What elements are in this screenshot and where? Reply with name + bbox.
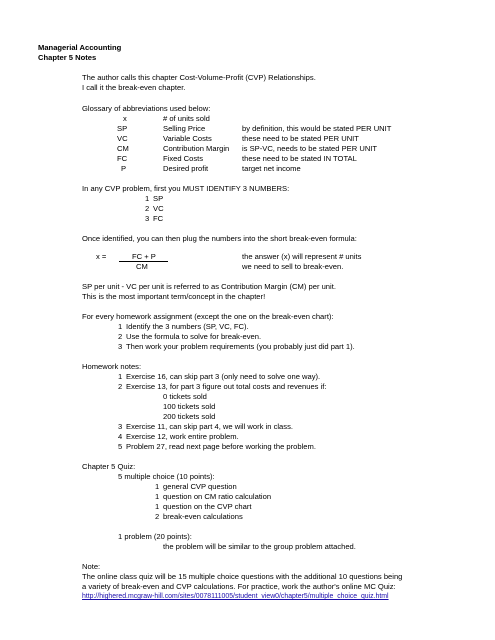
identify-item: SP (153, 194, 164, 203)
course-title: Managerial Accounting (38, 43, 122, 52)
homework-note-num: 5 (118, 442, 123, 451)
glossary-abbr: CM (117, 144, 129, 153)
homework-note: Exercise 12, work entire problem. (126, 432, 239, 441)
quiz-item: general CVP question (163, 482, 237, 491)
quiz-item-count: 1 (155, 492, 160, 501)
cm-note-line-2: This is the most important term/concept in the chapter! (82, 292, 266, 301)
formula-denominator: CM (136, 262, 148, 271)
formula-intro: Once identified, you can then plug the numbers into the short break-even formula: (82, 234, 357, 243)
homework-note-num: 3 (118, 422, 123, 431)
glossary-abbr: VC (117, 134, 128, 143)
ticket-scenario: 100 tickets sold (163, 402, 216, 411)
homework-note: Problem 27, read next page before working the problem. (126, 442, 316, 451)
homework-step: Use the formula to solve for break-even. (126, 332, 262, 341)
identify-item: VC (153, 204, 164, 213)
quiz-item: break-even calculations (163, 512, 243, 521)
final-note-line-1: The online class quiz will be 15 multiple choice questions with the additional 10 questions being (82, 572, 403, 581)
final-note-line-2: a variety of break-even and CVP calculations. For practice, work the author's online MC Quiz: (82, 582, 396, 591)
identify-item: FC (153, 214, 164, 223)
cm-note-line-1: SP per unit - VC per unit is referred to as Contribution Margin (CM) per unit. (82, 282, 336, 291)
glossary-term: Desired profit (163, 164, 209, 173)
quiz-practice-link[interactable]: http://highered.mcgraw-hill.com/sites/0078111005/student_view0/chapter5/multiple_choice_quiz.html (82, 593, 389, 600)
homework-step: Then work your problem requirements (you probably just did part 1). (126, 342, 355, 351)
glossary-note: these need to be stated IN TOTAL (242, 154, 357, 163)
homework-assignment-heading: For every homework assignment (except the one on the break-even chart): (82, 312, 334, 321)
quiz-problem-heading: 1 problem (20 points): (118, 532, 192, 541)
quiz-item-count: 2 (155, 512, 160, 521)
formula-note-2: we need to sell to break-even. (242, 262, 344, 271)
homework-note: Exercise 11, can skip part 4, we will work in class. (126, 422, 293, 431)
quiz-heading: Chapter 5 Quiz: (82, 462, 136, 471)
glossary-term: Contribution Margin (163, 144, 230, 153)
ticket-scenario: 0 tickets sold (163, 392, 207, 401)
homework-step-num: 3 (118, 342, 123, 351)
homework-note-num: 1 (118, 372, 123, 381)
homework-step-num: 1 (118, 322, 123, 331)
homework-note: Exercise 13, for part 3 figure out total costs and revenues if: (126, 382, 327, 391)
glossary-term: Fixed Costs (163, 154, 204, 163)
glossary-heading: Glossary of abbreviations used below: (82, 104, 211, 113)
homework-note-num: 2 (118, 382, 123, 391)
formula-numerator: FC + P (132, 252, 156, 261)
ticket-scenario: 200 tickets sold (163, 412, 216, 421)
homework-step: Identify the 3 numbers (SP, VC, FC). (126, 322, 249, 331)
glossary-abbr: SP (117, 124, 128, 133)
intro-line-2: I call it the break-even chapter. (82, 83, 186, 92)
glossary-term: Variable Costs (163, 134, 212, 143)
quiz-problem-note: the problem will be similar to the group problem attached. (163, 542, 356, 551)
identify-num: 2 (145, 204, 150, 213)
quiz-item: question on the CVP chart (163, 502, 252, 511)
homework-note-num: 4 (118, 432, 123, 441)
glossary-term: # of units sold (163, 114, 210, 123)
final-note-heading: Note: (82, 562, 101, 571)
intro-line-1: The author calls this chapter Cost-Volume-Profit (CVP) Relationships. (82, 73, 316, 82)
formula-note-1: the answer (x) will represent # units (242, 252, 362, 261)
glossary-note: these need to be stated PER UNIT (242, 134, 359, 143)
glossary-note: is SP-VC, needs to be stated PER UNIT (242, 144, 378, 153)
identify-num: 3 (145, 214, 150, 223)
quiz-mc-heading: 5 multiple choice (10 points): (118, 472, 215, 481)
glossary-abbr: FC (117, 154, 128, 163)
chapter-title: Chapter 5 Notes (38, 53, 97, 62)
glossary-abbr: x (123, 114, 127, 123)
quiz-item-count: 1 (155, 502, 160, 511)
homework-notes-heading: Homework notes: (82, 362, 142, 371)
glossary-note: target net income (242, 164, 301, 173)
glossary-term: Selling Price (163, 124, 206, 133)
identify-heading: In any CVP problem, first you MUST IDENTIFY 3 NUMBERS: (82, 184, 290, 193)
formula-lhs: x = (96, 252, 107, 261)
quiz-item: question on CM ratio calculation (163, 492, 272, 501)
homework-note: Exercise 16, can skip part 3 (only need to solve one way). (126, 372, 321, 381)
homework-step-num: 2 (118, 332, 123, 341)
glossary-abbr: P (121, 164, 127, 173)
identify-num: 1 (145, 194, 150, 203)
quiz-item-count: 1 (155, 482, 160, 491)
glossary-note: by definition, this would be stated PER UNIT (242, 124, 392, 133)
